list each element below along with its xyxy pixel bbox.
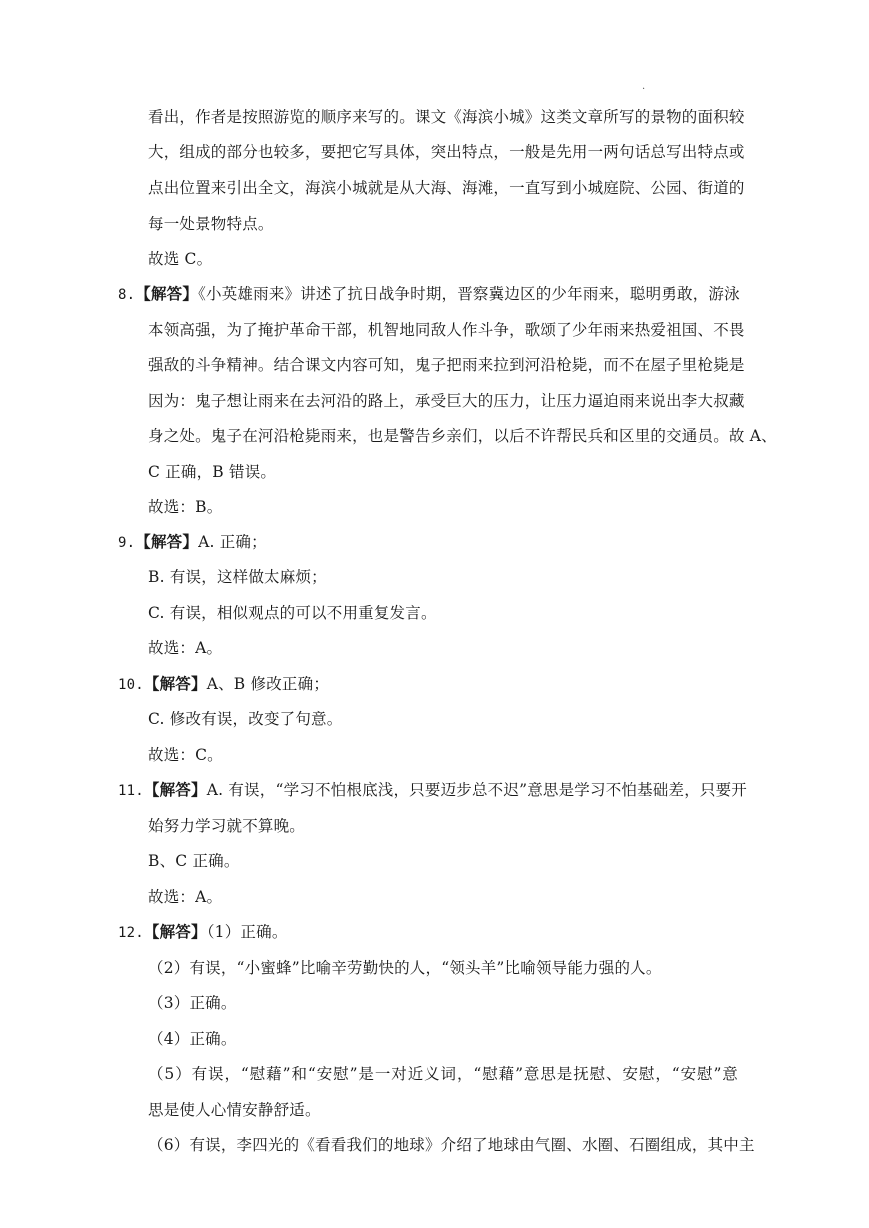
line-text: 故选：A。 <box>148 888 223 906</box>
line-text: 思是使人心情安静舒适。 <box>148 1101 321 1119</box>
text-line <box>148 1100 321 1120</box>
line-text: A、B 修改正确； <box>206 675 330 693</box>
answer-9-header <box>118 532 267 553</box>
text-line <box>148 851 240 871</box>
line-text: B. 有误，这样做太麻烦； <box>148 568 327 586</box>
answer-10-header <box>118 674 329 695</box>
text-line <box>148 214 274 234</box>
answer-tag: 【解答】 <box>143 674 207 693</box>
answer-8-header <box>118 284 738 305</box>
question-number: 11. <box>118 783 144 799</box>
line-text: C 正确，B 错误。 <box>148 463 277 481</box>
answer-tag: 【解答】 <box>135 284 199 303</box>
line-text: （5）有误，“慰藉”和“安慰”是一对近义词，“慰藉”意思是抚慰、安慰，“安慰”意 <box>148 1065 738 1083</box>
answer-tag: 【解答】 <box>143 780 207 799</box>
line-text: 因为：鬼子想让雨来在去河沿的路上，承受巨大的压力，让压力逼迫雨来说出李大叔藏 <box>148 392 745 410</box>
line-text: （3）正确。 <box>148 994 237 1012</box>
line-text: （1）正确。 <box>206 923 288 941</box>
line-text: （4）正确。 <box>148 1030 237 1048</box>
text-line <box>148 1029 237 1049</box>
line-text: 《小英雄雨来》讲述了抗日战争时期，晋察冀边区的少年雨来，聪明勇敢，游泳 <box>198 285 740 303</box>
line-text: C. 有误，相似观点的可以不用重复发言。 <box>148 604 437 622</box>
line-text: 故选：A。 <box>148 639 223 657</box>
line-text: 身之处。鬼子在河沿枪毙雨来，也是警告乡亲们，以后不许帮民兵和区里的交通员。故 A、 <box>148 427 777 445</box>
question-number: 8. <box>118 287 136 303</box>
answer-choice-line <box>148 249 212 269</box>
text-line <box>148 107 745 127</box>
line-text: 故选：B。 <box>148 498 223 516</box>
line-text: 本领高强，为了掩护革命干部，机智地同敌人作斗争，歌颂了少年雨来热爱祖国、不畏 <box>148 321 745 339</box>
text-line <box>148 142 745 162</box>
text-line <box>148 603 437 623</box>
text-line <box>148 391 745 411</box>
line-text: 大，组成的部分也较多，要把它写具体，突出特点，一般是先用一两句话总写出特点或 <box>148 143 745 161</box>
text-line <box>148 426 777 446</box>
text-line <box>148 993 237 1013</box>
question-number: 12. <box>118 925 144 941</box>
answer-12-header <box>118 922 288 943</box>
line-text: 看出，作者是按照游览的顺序来写的。课文《海滨小城》这类文章所写的景物的面积较 <box>148 108 745 126</box>
line-text: 点出位置来引出全文，海滨小城就是从大海、海滩，一直写到小城庭院、公园、街道的 <box>148 179 745 197</box>
line-text: 故选：C。 <box>148 746 223 764</box>
text-line <box>148 355 745 375</box>
line-text: （2）有误，“小蜜蜂”比喻辛劳勤快的人，“领头羊”比喻领导能力强的人。 <box>148 959 662 977</box>
answer-choice-line <box>148 887 222 907</box>
text-line <box>148 462 276 482</box>
answer-choice-line <box>148 497 222 517</box>
line-text: 强敌的斗争精神。结合课文内容可知，鬼子把雨来拉到河沿枪毙，而不在屋子里枪毙是 <box>148 356 745 374</box>
text-line <box>148 816 305 836</box>
answer-choice-line <box>148 745 223 765</box>
answer-11-header <box>118 780 748 801</box>
answer-choice-line <box>148 638 222 658</box>
line-text: A. 正确； <box>198 533 267 551</box>
line-text: A. 有误，“学习不怕根底浅，只要迈步总不迟”意思是学习不怕基础差，只要开 <box>206 781 748 799</box>
text-line <box>148 1064 738 1084</box>
line-text: 始努力学习就不算晚。 <box>148 817 306 835</box>
text-line <box>148 1135 755 1155</box>
line-text: （6）有误，李四光的《看看我们的地球》介绍了地球由气圈、水圈、石圈组成，其中主 <box>148 1136 755 1154</box>
header-dot: . <box>642 81 646 92</box>
answer-tag: 【解答】 <box>135 532 199 551</box>
line-text: C. 修改有误，改变了句意。 <box>148 710 343 728</box>
line-text: 每一处景物特点。 <box>148 215 274 233</box>
text-line <box>148 178 745 198</box>
text-line <box>148 958 662 978</box>
question-number: 9. <box>118 535 136 551</box>
question-number: 10. <box>118 677 144 693</box>
answer-tag: 【解答】 <box>143 922 207 941</box>
line-text: B、C 正确。 <box>148 852 240 870</box>
text-line <box>148 320 745 340</box>
line-text: 故选 C。 <box>148 250 213 268</box>
text-line <box>148 567 327 587</box>
text-line <box>148 709 342 729</box>
